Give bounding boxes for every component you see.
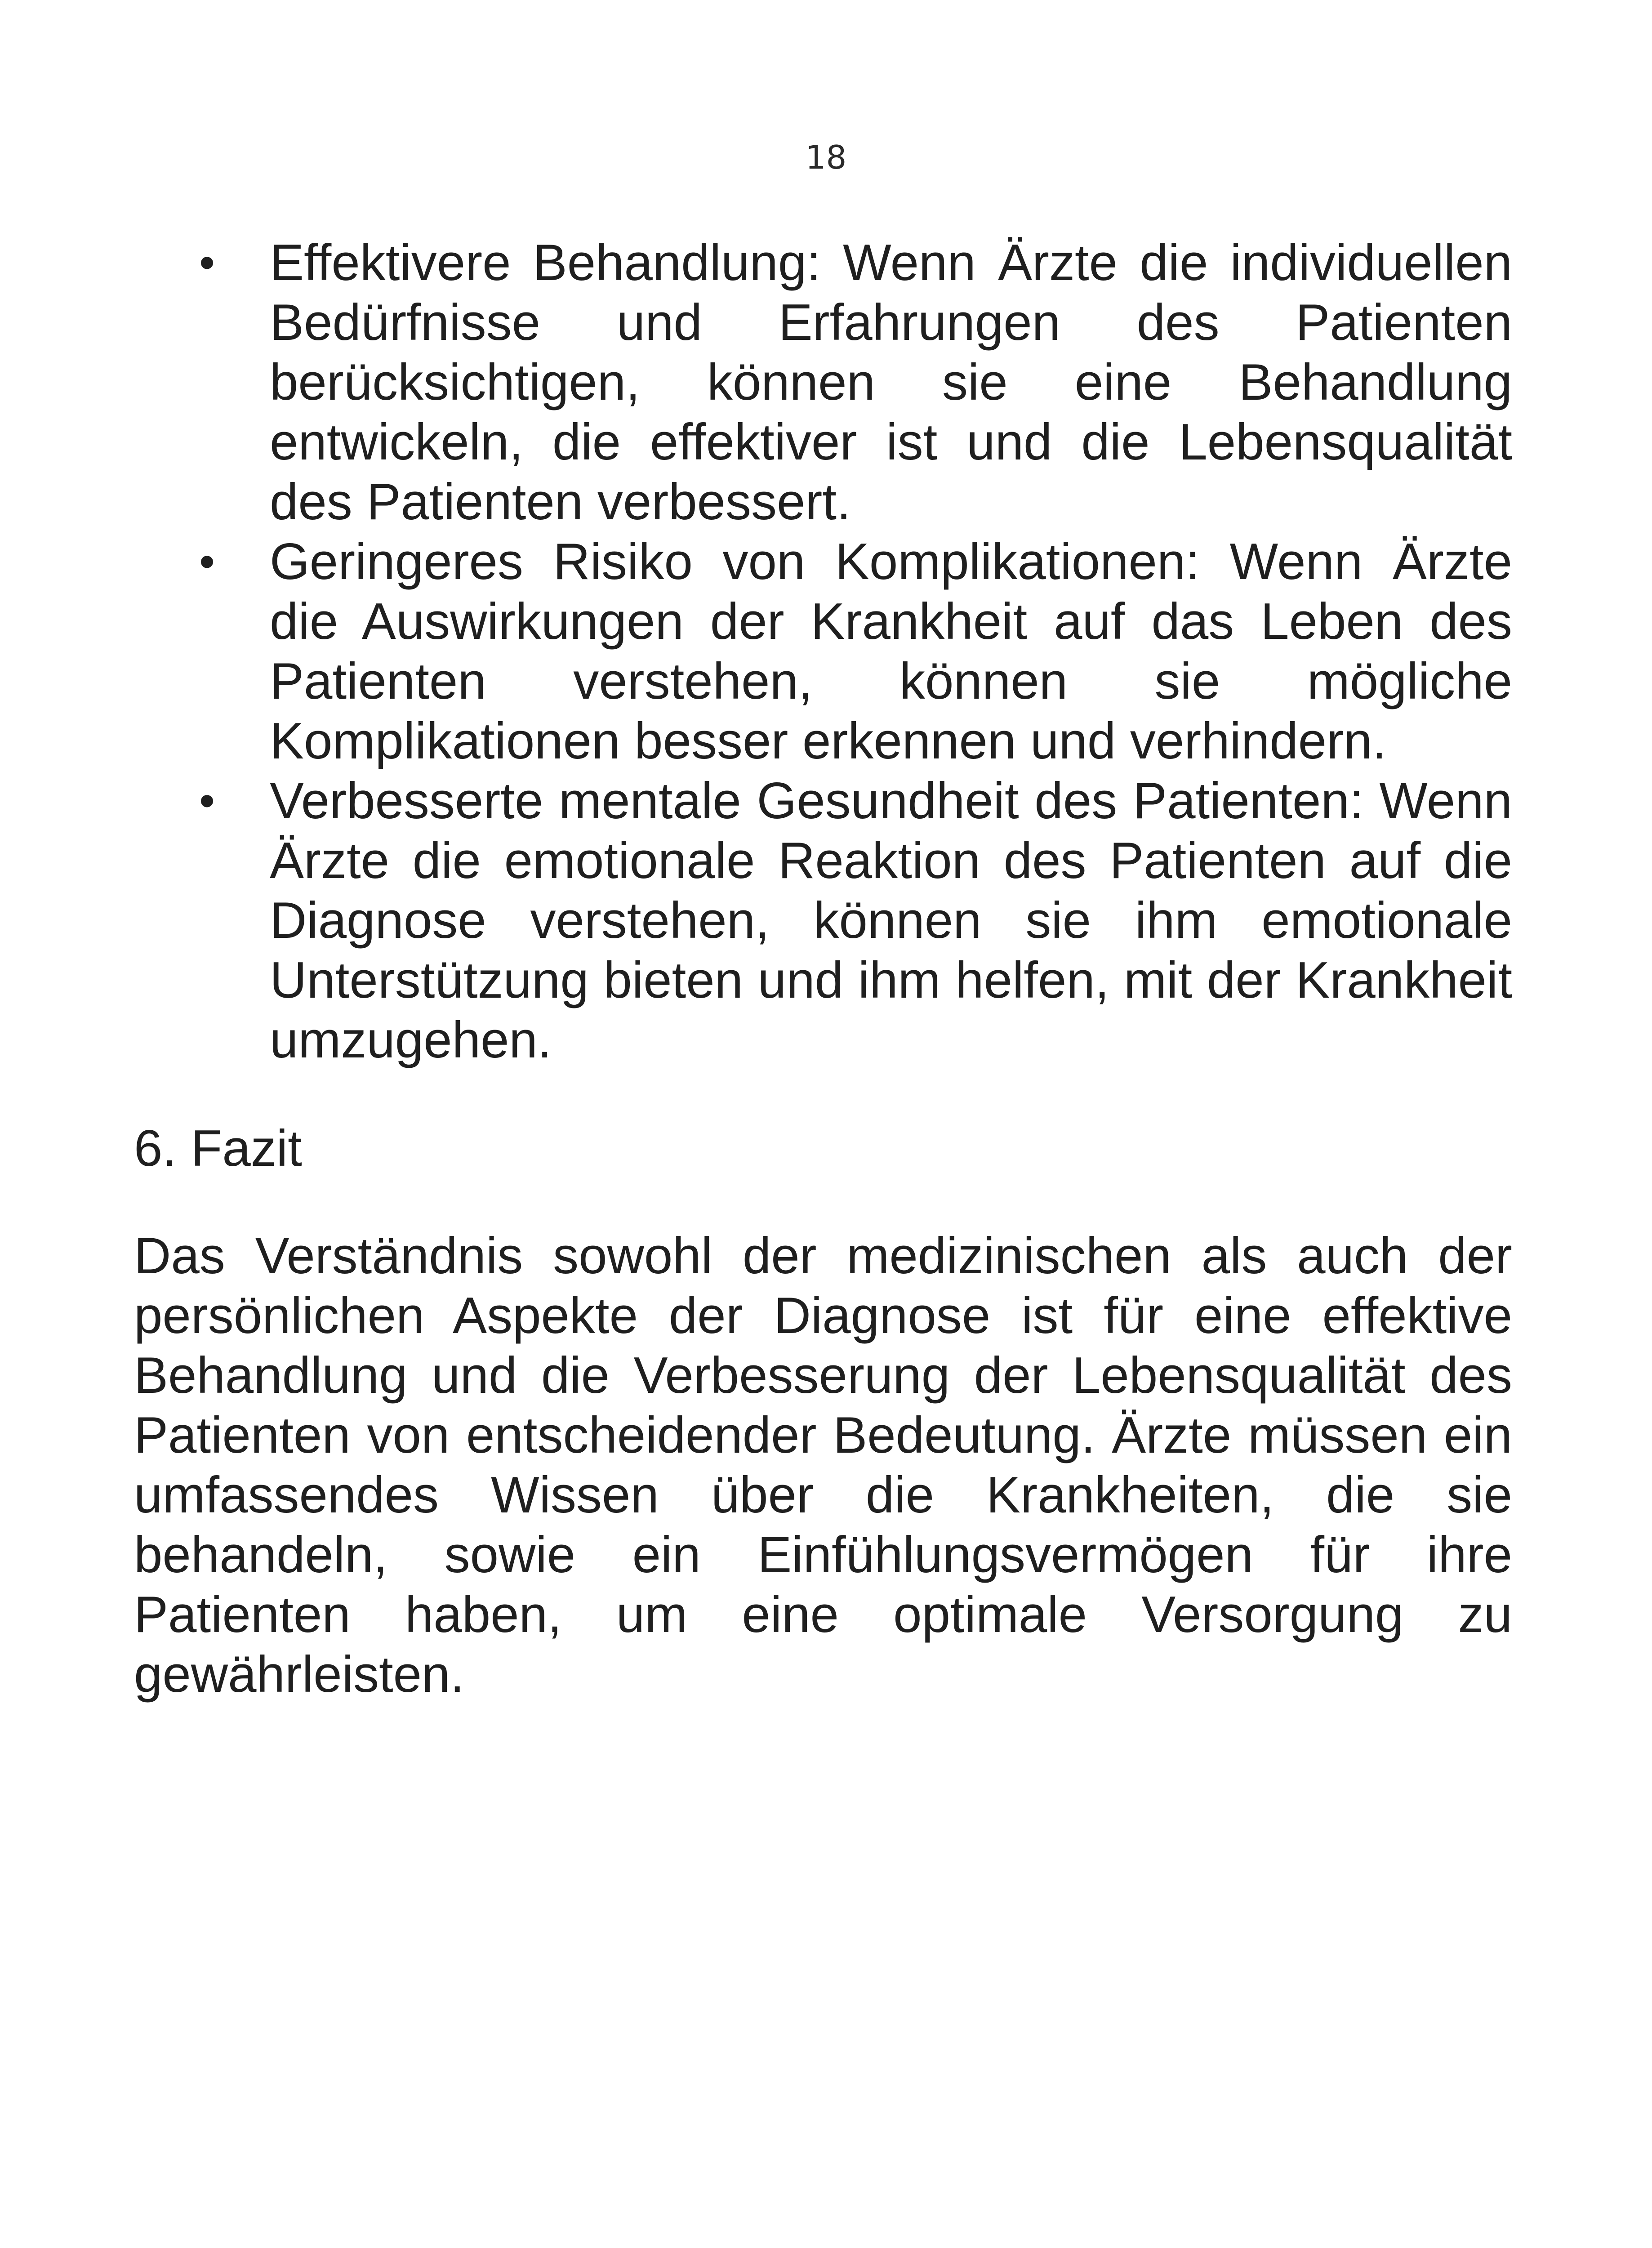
list-item-effective-treatment [134, 233, 1512, 532]
list-item-lower-risk [134, 532, 1512, 771]
bullet-icon: • [199, 237, 215, 288]
page-content [134, 233, 1512, 1704]
list-item-text: Geringeres Risiko von Komplikationen: Wenn Ärzte die Auswirkungen der Krankheit auf das Leben des Patienten verstehen, können sie mögliche Komplikationen besser erkennen und verhindern. [270, 533, 1512, 770]
bullet-icon: • [199, 776, 215, 826]
list-item-text: Effektivere Behandlung: Wenn Ärzte die individuellen Bedürfnisse und Erfahrungen des Patienten berücksichtigen, können sie eine Behandlung entwickeln, die effektiver ist und die Lebensqualität des Patienten verbessert. [270, 234, 1512, 531]
page-number: 18 [805, 138, 847, 176]
list-item-mental-health [134, 771, 1512, 1070]
bullet-icon: • [199, 536, 215, 587]
conclusion-paragraph: Das Verständnis sowohl der medizinischen als auch der persönlichen Aspekte der Diagnose ist für eine effektive Behandlung und die Verbesserung der Lebensqualität des Patienten von entscheidender Bedeutung. Ärzte müssen ein umfassendes Wissen über die Krankheiten, die sie behandeln, sowie ein Einfühlungsvermögen für ihre Patienten haben, um eine optimale Versorgung zu gewährleisten. [134, 1227, 1512, 1703]
benefits-list [134, 233, 1512, 1070]
list-item-text: Verbesserte mentale Gesundheit des Patienten: Wenn Ärzte die emotionale Reaktion des Patienten auf die Diagnose verstehen, können sie ihm emotionale Unterstützung bieten und ihm helfen, mit der Krankheit umzugehen. [270, 772, 1512, 1069]
section-heading: 6. Fazit [134, 1120, 302, 1177]
